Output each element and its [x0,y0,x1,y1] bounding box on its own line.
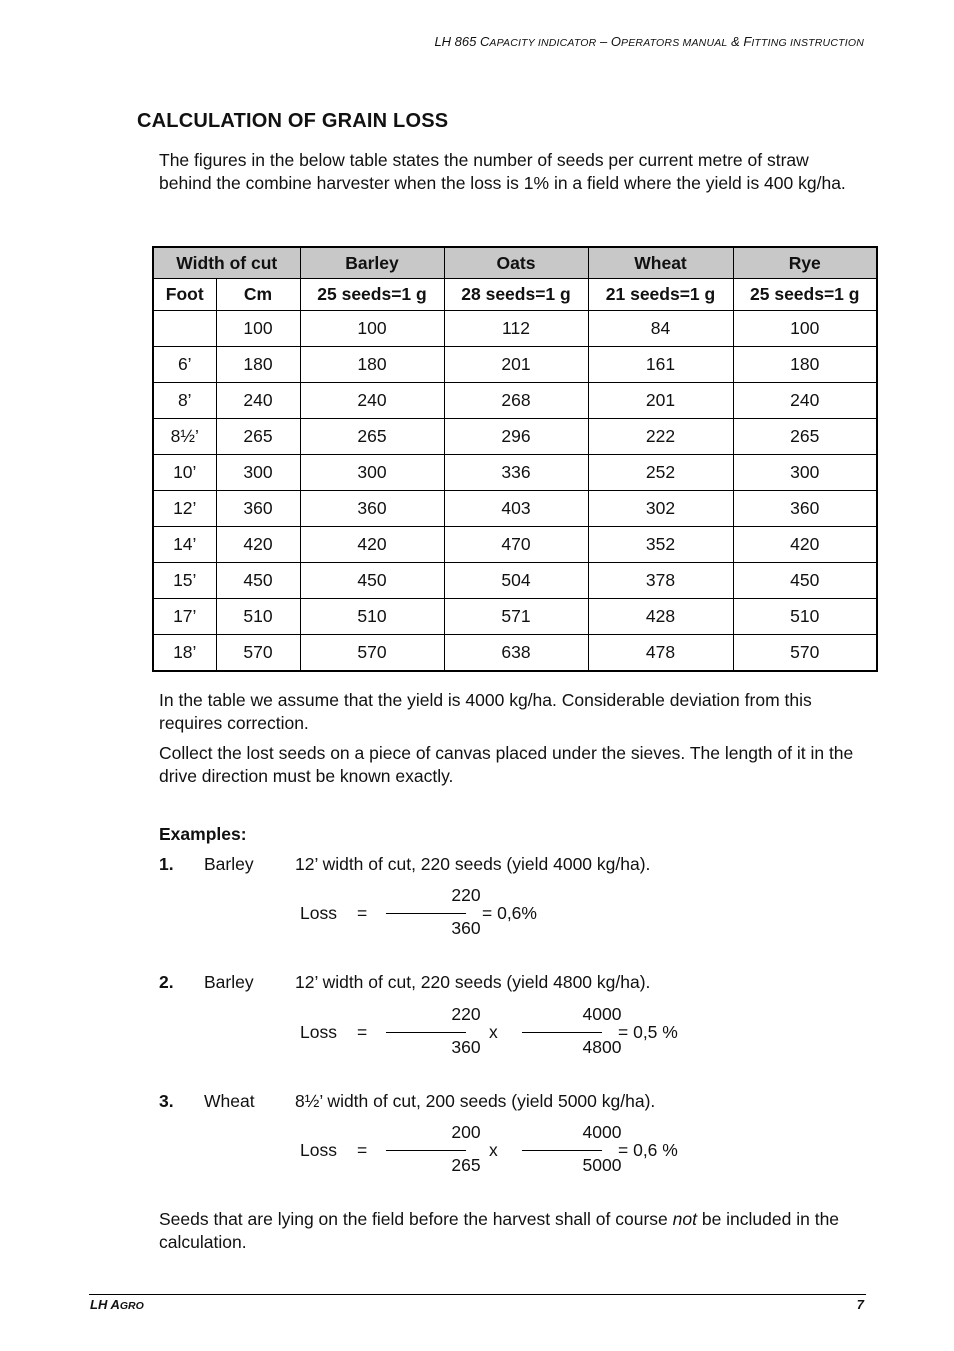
table-row [153,347,877,383]
closing-text: Seeds that are lying on the field before the harvest shall of course [159,1209,673,1229]
yield-note-paragraph: In the table we assume that the yield is 4000 kg/ha. Considerable deviation from this requires correction. [159,690,812,733]
example-description: 12’ width of cut, 220 seeds (yield 4000 kg/ha). [295,854,651,874]
table-cell: 510 [300,599,444,635]
section-title: CALCULATION OF GRAIN LOSS [137,110,449,132]
table-cell: 265 [216,419,300,455]
table-cell: 302 [588,491,733,527]
collect-seeds-paragraph: Collect the lost seeds on a piece of canvas placed under the sieves. The length of it in the drive direction must be known exactly. [159,743,854,786]
table-cell: 17’ [153,599,216,635]
loss-label: Loss [300,1140,337,1160]
result: = 0,6% [482,903,537,923]
example-description: 8½’ width of cut, 200 seeds (yield 5000 kg/ha). [295,1091,656,1111]
table-row [153,491,877,527]
table-subheader-row [153,279,877,311]
header-text: LH 865 C [434,34,490,49]
loss-label: Loss [300,903,337,923]
header-barley: Barley [300,247,444,279]
table-row [153,311,877,347]
table-cell: 478 [588,635,733,672]
table-cell: 161 [588,347,733,383]
header-text: ITTING INSTRUCTION [751,37,864,49]
table-cell: 300 [216,455,300,491]
table-cell: 360 [300,491,444,527]
table-cell: 403 [444,491,588,527]
equals-sign: = [357,903,368,923]
example-number: 3. [159,1091,174,1111]
fraction-bar [386,1150,466,1151]
table-row [153,383,877,419]
numerator: 220 [451,1004,481,1024]
table-cell: 100 [733,311,877,347]
table-cell: 12’ [153,491,216,527]
table-cell: 268 [444,383,588,419]
equals-sign: = [357,1022,368,1042]
table-cell: 428 [588,599,733,635]
table-cell: 300 [300,455,444,491]
example-number: 2. [159,972,174,992]
footer-text: GRO [119,1300,144,1312]
example-crop: Barley [204,854,254,874]
example-2-formula [300,1004,720,1064]
denominator: 265 [451,1155,481,1175]
subheader-foot: Foot [153,279,216,311]
table-row [153,563,877,599]
multiply-sign: x [489,1022,498,1042]
table-header-row [153,247,877,279]
table-cell: 450 [733,563,877,599]
numerator: 4000 [582,1004,622,1024]
header-rye: Rye [733,247,877,279]
footer-company [90,1297,144,1312]
table-cell: 360 [216,491,300,527]
table-cell: 100 [300,311,444,347]
closing-text: be included in the calculation. [159,1209,840,1252]
table-cell: 265 [300,419,444,455]
fraction-bar [386,913,466,914]
example-crop: Barley [204,972,254,992]
denominator: 5000 [582,1155,622,1175]
table-cell: 84 [588,311,733,347]
footer-text: LH A [90,1297,120,1312]
table-cell: 570 [216,635,300,672]
table-cell: 201 [444,347,588,383]
subheader-barley: 25 seeds=1 g [300,279,444,311]
table-cell: 6’ [153,347,216,383]
table-cell: 10’ [153,455,216,491]
table-cell: 450 [216,563,300,599]
header-text: – O [596,34,621,49]
table-cell: 180 [733,347,877,383]
subheader-wheat: 21 seeds=1 g [588,279,733,311]
header-wheat: Wheat [588,247,733,279]
table-cell: 15’ [153,563,216,599]
table-cell: 296 [444,419,588,455]
table-cell: 570 [300,635,444,672]
table-cell: 510 [216,599,300,635]
page-number: 7 [856,1297,864,1312]
emphasis-text: not [672,1209,697,1229]
denominator: 4800 [582,1037,622,1057]
table-cell: 222 [588,419,733,455]
example-1-formula [300,885,720,945]
table-cell: 420 [733,527,877,563]
table-cell: 8’ [153,383,216,419]
numerator: 220 [451,885,481,905]
table-cell: 180 [300,347,444,383]
example-crop: Wheat [204,1091,255,1111]
table-cell: 240 [300,383,444,419]
table-cell: 201 [588,383,733,419]
intro-paragraph: The figures in the below table states the number of seeds per current metre of straw behind the combine harvester when the loss is 1% in a field where the yield is 400 kg/ha. [159,150,846,193]
table-cell: 112 [444,311,588,347]
footer-divider [89,1294,866,1295]
equals-sign: = [357,1140,368,1160]
result: = 0,6 % [618,1140,678,1160]
table-row [153,635,877,672]
header-width-of-cut: Width of cut [153,247,300,279]
table-cell: 504 [444,563,588,599]
table-row [153,527,877,563]
fraction-bar [522,1032,602,1033]
fraction-bar [386,1032,466,1033]
table-cell: 180 [216,347,300,383]
header-text: & F [727,34,752,49]
numerator: 200 [451,1122,481,1142]
table-cell: 510 [733,599,877,635]
loss-label: Loss [300,1022,337,1042]
table-cell: 360 [733,491,877,527]
table-cell: 378 [588,563,733,599]
example-3-formula [300,1122,720,1182]
table-cell: 14’ [153,527,216,563]
table-cell: 420 [216,527,300,563]
table-cell: 450 [300,563,444,599]
subheader-cm: Cm [216,279,300,311]
example-number: 1. [159,854,174,874]
table-row [153,599,877,635]
table-cell: 240 [216,383,300,419]
table-cell: 240 [733,383,877,419]
table-row [153,455,877,491]
table-cell: 265 [733,419,877,455]
result: = 0,5 % [618,1022,678,1042]
table-cell [153,311,216,347]
multiply-sign: x [489,1140,498,1160]
table-cell: 8½’ [153,419,216,455]
table-cell: 100 [216,311,300,347]
fraction-bar [522,1150,602,1151]
table-cell: 336 [444,455,588,491]
numerator: 4000 [582,1122,622,1142]
denominator: 360 [451,918,481,938]
table-cell: 638 [444,635,588,672]
examples-heading: Examples: [159,824,247,844]
header-oats: Oats [444,247,588,279]
subheader-oats: 28 seeds=1 g [444,279,588,311]
table-cell: 470 [444,527,588,563]
closing-paragraph [159,1208,865,1253]
table-row [153,419,877,455]
grain-loss-table [152,246,878,672]
table-cell: 352 [588,527,733,563]
table-cell: 571 [444,599,588,635]
table-cell: 18’ [153,635,216,672]
header-text: APACITY INDICATOR [489,37,597,49]
subheader-rye: 25 seeds=1 g [733,279,877,311]
running-header [434,34,864,49]
table-cell: 570 [733,635,877,672]
table-cell: 300 [733,455,877,491]
header-text: PERATORS MANUAL [621,37,728,49]
table-cell: 252 [588,455,733,491]
table-cell: 420 [300,527,444,563]
denominator: 360 [451,1037,481,1057]
example-description: 12’ width of cut, 220 seeds (yield 4800 kg/ha). [295,972,651,992]
